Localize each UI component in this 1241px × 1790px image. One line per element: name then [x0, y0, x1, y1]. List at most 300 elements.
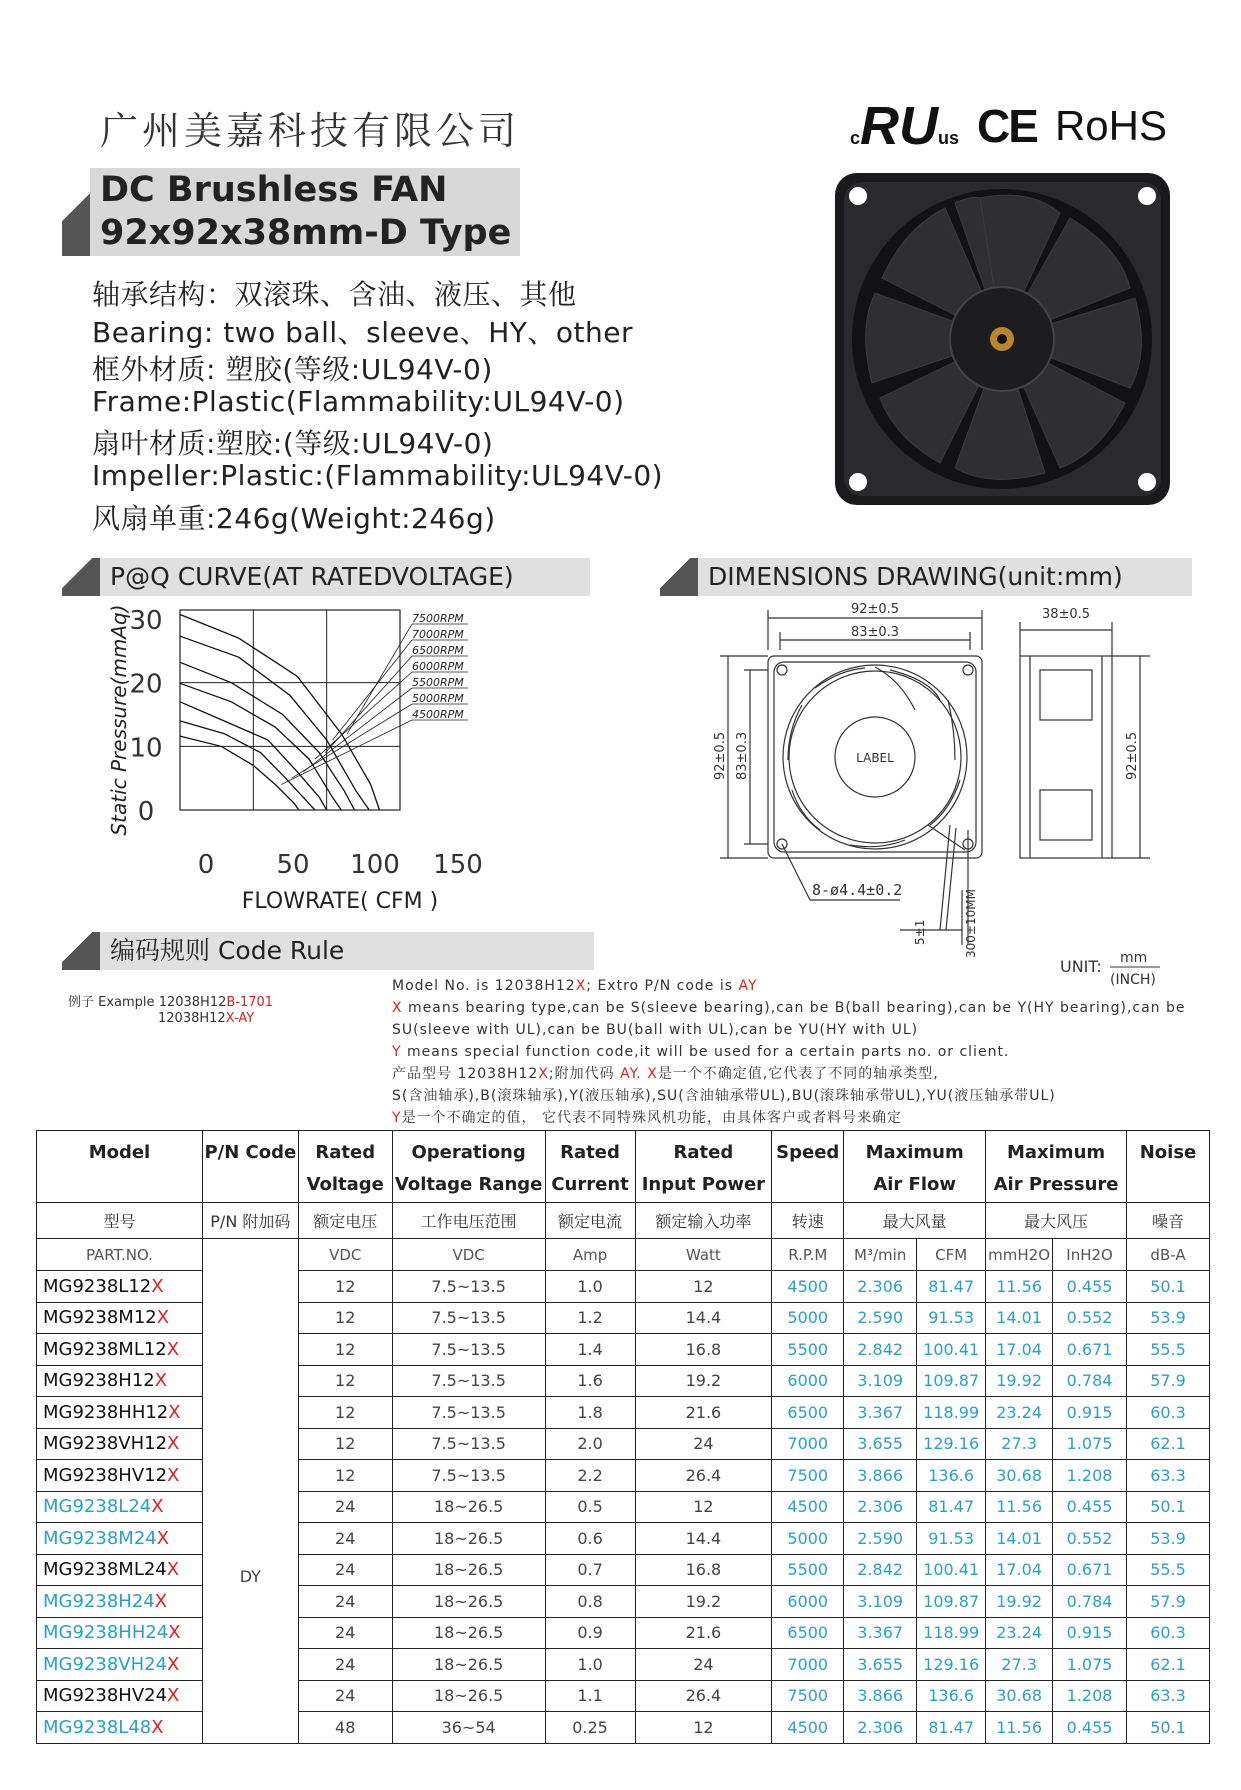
model-name: MG9238VH24 — [43, 1653, 168, 1675]
airflow-m3-cell: 3.655 — [844, 1428, 917, 1460]
range-cell: 36~54 — [392, 1712, 545, 1744]
code-rule-text — [392, 975, 1186, 1129]
pq-curve-header: P@Q CURVE(AT RATEDVOLTAGE) — [62, 558, 590, 596]
airflow-m3-cell: 2.842 — [844, 1334, 917, 1366]
pressure-mm-cell: 14.01 — [986, 1523, 1053, 1555]
current-cell: 0.8 — [545, 1586, 635, 1618]
pressure-in-cell: 0.671 — [1053, 1334, 1127, 1366]
noise-cell: 63.3 — [1127, 1460, 1210, 1492]
pressure-mm-cell: 30.68 — [986, 1460, 1053, 1492]
column-header: Operationg Voltage Range — [392, 1131, 545, 1203]
model-name: MG9238H24 — [43, 1590, 155, 1612]
noise-cell: 57.9 — [1127, 1586, 1210, 1618]
speed-cell: 7500 — [772, 1680, 844, 1712]
column-header-cn: 工作电压范围 — [392, 1203, 545, 1239]
table-units-row — [37, 1239, 1210, 1271]
range-cell: 18~26.5 — [392, 1680, 545, 1712]
current-cell: 1.6 — [545, 1365, 635, 1397]
column-header: Maximum Air Pressure — [986, 1131, 1127, 1203]
voltage-cell: 24 — [298, 1617, 392, 1649]
pressure-in-cell: 0.552 — [1053, 1302, 1127, 1334]
voltage-cell: 48 — [298, 1712, 392, 1744]
power-cell: 24 — [635, 1428, 772, 1460]
pn-code-cell: DY — [202, 1271, 298, 1744]
speed-cell: 4500 — [772, 1712, 844, 1744]
current-cell: 0.9 — [545, 1617, 635, 1649]
pressure-in-cell: 1.075 — [1053, 1649, 1127, 1681]
voltage-cell: 24 — [298, 1491, 392, 1523]
airflow-cfm-cell: 91.53 — [917, 1302, 986, 1334]
noise-cell: 62.1 — [1127, 1428, 1210, 1460]
title-accent — [62, 168, 92, 256]
column-header-cn: 噪音 — [1127, 1203, 1210, 1239]
spec-frame-en: Frame:Plastic(Flammability:UL94V-0) — [92, 385, 625, 418]
airflow-m3-cell: 3.866 — [844, 1680, 917, 1712]
speed-cell: 5500 — [772, 1554, 844, 1586]
speed-cell: 5000 — [772, 1523, 844, 1555]
model-cell — [37, 1491, 203, 1523]
airflow-cfm-cell: 109.87 — [917, 1365, 986, 1397]
speed-cell: 6000 — [772, 1586, 844, 1618]
speed-cell: 6000 — [772, 1365, 844, 1397]
voltage-cell: 12 — [298, 1271, 392, 1303]
dim-holes: 8-ø4.4±0.2 — [812, 881, 903, 899]
legend-leader — [292, 704, 412, 778]
noise-cell: 50.1 — [1127, 1712, 1210, 1744]
airflow-cfm-cell: 129.16 — [917, 1428, 986, 1460]
model-suffix: X — [166, 1338, 180, 1360]
dim-side-height: 92±0.5 — [1125, 731, 1140, 780]
y-tick-label: 10 — [129, 733, 163, 764]
pressure-mm-cell: 11.56 — [986, 1712, 1053, 1744]
model-name: MG9238HH24 — [43, 1622, 169, 1644]
column-header: Speed — [772, 1131, 844, 1203]
pressure-in-cell: 0.671 — [1053, 1554, 1127, 1586]
noise-cell: 55.5 — [1127, 1334, 1210, 1366]
noise-cell: 62.1 — [1127, 1649, 1210, 1681]
column-header-cn: 额定电压 — [298, 1203, 392, 1239]
pressure-in-cell: 0.784 — [1053, 1365, 1127, 1397]
range-cell: 7.5~13.5 — [392, 1460, 545, 1492]
legend-label-5500RPM: 5500RPM — [412, 676, 464, 689]
column-header: Rated Voltage — [298, 1131, 392, 1203]
table-header-row — [37, 1131, 1210, 1203]
unit-cell: VDC — [392, 1239, 545, 1271]
speed-cell: 6500 — [772, 1617, 844, 1649]
model-suffix: X — [167, 1653, 180, 1675]
voltage-cell: 12 — [298, 1334, 392, 1366]
power-cell: 14.4 — [635, 1523, 772, 1555]
pressure-in-cell: 1.075 — [1053, 1428, 1127, 1460]
voltage-cell: 12 — [298, 1460, 392, 1492]
spec-impeller-en: Impeller:Plastic:(Flammability:UL94V-0) — [92, 459, 664, 492]
airflow-m3-cell: 3.655 — [844, 1649, 917, 1681]
power-cell: 26.4 — [635, 1460, 772, 1492]
model-cell — [37, 1428, 203, 1460]
code-rule-line: Y是一个不确定的值， 它代表不同特殊风机功能，由具体客户或者料号来确定 — [392, 1110, 903, 1126]
column-header: Model — [37, 1131, 203, 1203]
current-cell: 0.6 — [545, 1523, 635, 1555]
model-suffix: X — [167, 1685, 180, 1707]
model-cell — [37, 1712, 203, 1744]
pressure-mm-cell: 17.04 — [986, 1334, 1053, 1366]
column-header: Maximum Air Flow — [844, 1131, 986, 1203]
unit-cell: Amp — [545, 1239, 635, 1271]
airflow-cfm-cell: 100.41 — [917, 1554, 986, 1586]
range-cell: 18~26.5 — [392, 1491, 545, 1523]
airflow-m3-cell: 2.306 — [844, 1271, 917, 1303]
product-title: DC Brushless FAN — [100, 170, 448, 210]
pressure-in-cell: 0.915 — [1053, 1617, 1127, 1649]
noise-cell: 50.1 — [1127, 1491, 1210, 1523]
model-suffix: X — [151, 1716, 164, 1738]
y-axis-label: Static Pressure(mmAq) — [107, 604, 131, 836]
range-cell: 18~26.5 — [392, 1617, 545, 1649]
fan-product-image — [830, 168, 1175, 510]
pressure-mm-cell: 17.04 — [986, 1554, 1053, 1586]
unit-cell: M³/min — [844, 1239, 917, 1271]
model-cell — [37, 1649, 203, 1681]
model-cell — [37, 1617, 203, 1649]
column-header-cn: 额定电流 — [545, 1203, 635, 1239]
dim-strip-length: 5±1 — [913, 919, 927, 945]
range-cell: 7.5~13.5 — [392, 1428, 545, 1460]
airflow-cfm-cell: 136.6 — [917, 1460, 986, 1492]
unit-cell: CFM — [917, 1239, 986, 1271]
unit-label: UNIT: — [1060, 957, 1102, 976]
model-suffix: X — [154, 1590, 168, 1612]
code-rule-header: 编码规则 Code Rule — [62, 932, 594, 970]
dim-depth: 38±0.5 — [1041, 607, 1091, 622]
model-cell — [37, 1586, 203, 1618]
pressure-in-cell: 0.784 — [1053, 1586, 1127, 1618]
pressure-in-cell: 0.915 — [1053, 1397, 1127, 1429]
power-cell: 24 — [635, 1649, 772, 1681]
unit-cell: R.P.M — [772, 1239, 844, 1271]
model-suffix: X — [168, 1401, 181, 1423]
model-name: MG9238HH12 — [43, 1401, 169, 1423]
range-cell: 18~26.5 — [392, 1586, 545, 1618]
airflow-cfm-cell: 109.87 — [917, 1586, 986, 1618]
model-suffix: X — [167, 1433, 180, 1455]
pressure-in-cell: 1.208 — [1053, 1460, 1127, 1492]
unit-denominator: (INCH) — [1110, 972, 1156, 988]
current-cell: 2.2 — [545, 1460, 635, 1492]
airflow-m3-cell: 3.367 — [844, 1397, 917, 1429]
voltage-cell: 24 — [298, 1680, 392, 1712]
x-tick-label: 150 — [433, 850, 483, 880]
power-cell: 16.8 — [635, 1554, 772, 1586]
pq-curve-chart — [100, 600, 560, 930]
voltage-cell: 24 — [298, 1586, 392, 1618]
dimensions-header: DIMENSIONS DRAWING(unit:mm) — [660, 558, 1192, 596]
model-name: MG9238L48 — [43, 1716, 152, 1738]
code-rule-line: SU(sleeve with UL),can be BU(ball with UL),can be YU(HY with UL) — [392, 1022, 919, 1038]
model-suffix: X — [166, 1559, 180, 1581]
product-size: 92x92x38mm-D Type — [100, 213, 512, 253]
model-name: MG9238VH12 — [43, 1433, 168, 1455]
pressure-mm-cell: 11.56 — [986, 1271, 1053, 1303]
dim-outer-height: 92±0.5 — [713, 731, 728, 780]
code-rule-line: Y means special function code,it will be used for a certain parts no. or client. — [392, 1044, 1010, 1060]
speed-cell: 5000 — [772, 1302, 844, 1334]
column-header-cn: 最大风量 — [844, 1203, 986, 1239]
series-line-6500RPM — [180, 662, 355, 810]
speed-cell: 4500 — [772, 1271, 844, 1303]
model-cell — [37, 1680, 203, 1712]
pressure-mm-cell: 23.24 — [986, 1617, 1053, 1649]
y-tick-label: 20 — [129, 669, 163, 700]
power-cell: 21.6 — [635, 1397, 772, 1429]
example-line-1: 例子 Example 12038H12B-1701 — [68, 995, 274, 1010]
spec-bearing-cn: 轴承结构：双滚珠、含油、液压、其他 — [92, 278, 577, 311]
code-rule-line: 产品型号 12038H12X;附加代码 AY. X是一个不确定值,它代表了不同的轴承类型, — [392, 1066, 939, 1082]
model-name: MG9238H12 — [43, 1370, 155, 1392]
model-suffix: X — [168, 1622, 181, 1644]
current-cell: 0.5 — [545, 1491, 635, 1523]
noise-cell: 50.1 — [1127, 1271, 1210, 1303]
model-suffix: X — [151, 1275, 164, 1297]
unit-cell: InH2O — [1053, 1239, 1127, 1271]
pressure-in-cell: 0.455 — [1053, 1491, 1127, 1523]
x-tick-label: 0 — [197, 850, 215, 880]
dim-inner-width: 83±0.3 — [850, 625, 900, 640]
ul-logo: cRUus — [850, 96, 960, 156]
chart-labels — [107, 604, 483, 914]
current-cell: 2.0 — [545, 1428, 635, 1460]
legend-label-4500RPM: 4500RPM — [412, 708, 464, 721]
column-header: Rated Input Power — [635, 1131, 772, 1203]
voltage-cell: 12 — [298, 1428, 392, 1460]
pressure-in-cell: 0.455 — [1053, 1712, 1127, 1744]
model-name: MG9238HV12 — [43, 1464, 168, 1486]
noise-cell: 60.3 — [1127, 1397, 1210, 1429]
airflow-m3-cell: 3.109 — [844, 1365, 917, 1397]
power-cell: 12 — [635, 1491, 772, 1523]
column-header-cn: 转速 — [772, 1203, 844, 1239]
pressure-in-cell: 0.552 — [1053, 1523, 1127, 1555]
pressure-mm-cell: 27.3 — [986, 1428, 1053, 1460]
model-name: MG9238HV24 — [43, 1685, 168, 1707]
model-suffix: X — [167, 1464, 180, 1486]
column-header-cn: 最大风压 — [986, 1203, 1127, 1239]
legend-label-7500RPM: 7500RPM — [412, 612, 464, 625]
current-cell: 1.8 — [545, 1397, 635, 1429]
model-cell — [37, 1460, 203, 1492]
speed-cell: 6500 — [772, 1397, 844, 1429]
label-marker: LABEL — [856, 751, 894, 765]
pressure-mm-cell: 27.3 — [986, 1649, 1053, 1681]
unit-cell: Watt — [635, 1239, 772, 1271]
model-cell — [37, 1334, 203, 1366]
chart-series — [180, 615, 380, 811]
legend-label-5000RPM: 5000RPM — [412, 692, 464, 705]
code-rule-line: Model No. is 12038H12X; Extro P/N code is AY — [392, 978, 758, 994]
airflow-m3-cell: 2.306 — [844, 1712, 917, 1744]
range-cell: 7.5~13.5 — [392, 1334, 545, 1366]
noise-cell: 53.9 — [1127, 1302, 1210, 1334]
rohs-logo: RoHS — [1054, 102, 1167, 149]
power-cell: 12 — [635, 1271, 772, 1303]
column-header-cn: P/N 附加码 — [202, 1203, 298, 1239]
range-cell: 7.5~13.5 — [392, 1271, 545, 1303]
power-cell: 26.4 — [635, 1680, 772, 1712]
table-row — [37, 1271, 1210, 1303]
pressure-mm-cell: 30.68 — [986, 1680, 1053, 1712]
code-rule-line: X means bearing type,can be S(sleeve bearing),can be B(ball bearing),can be Y(HY bearing),can be — [392, 1000, 1186, 1016]
ce-logo: CE — [977, 100, 1037, 152]
airflow-m3-cell: 2.590 — [844, 1523, 917, 1555]
pressure-mm-cell: 19.92 — [986, 1365, 1053, 1397]
certification-logos — [850, 95, 1167, 157]
noise-cell: 53.9 — [1127, 1523, 1210, 1555]
legend-label-6000RPM: 6000RPM — [412, 660, 464, 673]
model-suffix: X — [154, 1370, 168, 1392]
range-cell: 18~26.5 — [392, 1554, 545, 1586]
noise-cell: 63.3 — [1127, 1680, 1210, 1712]
speed-cell: 7000 — [772, 1428, 844, 1460]
power-cell: 14.4 — [635, 1302, 772, 1334]
power-cell: 19.2 — [635, 1586, 772, 1618]
current-cell: 1.0 — [545, 1649, 635, 1681]
airflow-m3-cell: 3.109 — [844, 1586, 917, 1618]
spec-frame-cn: 框外材质: 塑胶(等级:UL94V-0) — [92, 353, 493, 386]
speed-cell: 7500 — [772, 1460, 844, 1492]
table-cn-header-row — [37, 1203, 1210, 1239]
unit-cell: mmH2O — [986, 1239, 1053, 1271]
model-name: MG9238M12 — [43, 1307, 157, 1329]
unit-cell: VDC — [298, 1239, 392, 1271]
voltage-cell: 24 — [298, 1649, 392, 1681]
model-cell — [37, 1302, 203, 1334]
column-header-cn: 额定输入功率 — [635, 1203, 772, 1239]
model-suffix: X — [156, 1307, 170, 1329]
current-cell: 1.1 — [545, 1680, 635, 1712]
model-cell — [37, 1554, 203, 1586]
example-line-2: 12038H12X-AY — [158, 1011, 255, 1026]
dim-inner-height: 83±0.3 — [735, 731, 750, 780]
x-axis-label: FLOWRATE( CFM ) — [241, 889, 439, 914]
pressure-mm-cell: 23.24 — [986, 1397, 1053, 1429]
code-rule-line: S(含油轴承),B(滚珠轴承),Y(液压轴承),SU(含油轴承带UL),BU(滚珠轴承带UL),YU(液压轴承带UL) — [392, 1088, 1056, 1104]
power-cell: 12 — [635, 1712, 772, 1744]
dim-outer-width: 92±0.5 — [850, 602, 900, 617]
y-tick-label: 0 — [137, 797, 155, 827]
airflow-cfm-cell: 81.47 — [917, 1712, 986, 1744]
unit-numerator: mm — [1120, 950, 1148, 966]
current-cell: 1.0 — [545, 1271, 635, 1303]
airflow-m3-cell: 2.306 — [844, 1491, 917, 1523]
power-cell: 19.2 — [635, 1365, 772, 1397]
airflow-cfm-cell: 118.99 — [917, 1397, 986, 1429]
spec-table — [36, 1130, 1210, 1744]
model-cell — [37, 1397, 203, 1429]
model-name: MG9238L24 — [43, 1496, 152, 1518]
airflow-m3-cell: 2.842 — [844, 1554, 917, 1586]
model-cell — [37, 1523, 203, 1555]
pressure-in-cell: 0.455 — [1053, 1271, 1127, 1303]
spec-weight: 风扇单重:246g(Weight:246g) — [92, 502, 496, 535]
noise-cell: 57.9 — [1127, 1365, 1210, 1397]
model-cell — [37, 1271, 203, 1303]
range-cell: 18~26.5 — [392, 1649, 545, 1681]
range-cell: 7.5~13.5 — [392, 1302, 545, 1334]
current-cell: 1.4 — [545, 1334, 635, 1366]
legend-leader — [303, 688, 412, 772]
voltage-cell: 24 — [298, 1523, 392, 1555]
voltage-cell: 12 — [298, 1365, 392, 1397]
spec-bearing-en: Bearing: two ball、sleeve、HY、other — [92, 316, 634, 349]
spec-impeller-cn: 扇叶材质:塑胶:(等级:UL94V-0) — [92, 427, 494, 460]
model-name: MG9238ML24 — [43, 1559, 167, 1581]
airflow-cfm-cell: 81.47 — [917, 1271, 986, 1303]
airflow-cfm-cell: 118.99 — [917, 1617, 986, 1649]
airflow-cfm-cell: 81.47 — [917, 1491, 986, 1523]
power-cell: 21.6 — [635, 1617, 772, 1649]
unit-cell: dB-A — [1127, 1239, 1210, 1271]
model-name: MG9238ML12 — [43, 1338, 167, 1360]
power-cell: 16.8 — [635, 1334, 772, 1366]
current-cell: 0.25 — [545, 1712, 635, 1744]
airflow-m3-cell: 3.367 — [844, 1617, 917, 1649]
model-name: MG9238M24 — [43, 1527, 157, 1549]
model-cell — [37, 1365, 203, 1397]
noise-cell: 55.5 — [1127, 1554, 1210, 1586]
current-cell: 1.2 — [545, 1302, 635, 1334]
legend-label-7000RPM: 7000RPM — [412, 628, 464, 641]
range-cell: 7.5~13.5 — [392, 1365, 545, 1397]
pressure-mm-cell: 11.56 — [986, 1491, 1053, 1523]
series-line-5000RPM — [180, 721, 315, 810]
airflow-m3-cell: 2.590 — [844, 1302, 917, 1334]
airflow-cfm-cell: 136.6 — [917, 1680, 986, 1712]
speed-cell: 7000 — [772, 1649, 844, 1681]
voltage-cell: 12 — [298, 1397, 392, 1429]
y-tick-label: 30 — [129, 606, 163, 636]
voltage-cell: 24 — [298, 1554, 392, 1586]
airflow-m3-cell: 3.866 — [844, 1460, 917, 1492]
unit-cell-empty — [202, 1239, 298, 1271]
pressure-mm-cell: 14.01 — [986, 1302, 1053, 1334]
airflow-cfm-cell: 129.16 — [917, 1649, 986, 1681]
voltage-cell: 12 — [298, 1302, 392, 1334]
x-tick-label: 50 — [276, 850, 310, 880]
company-name: 广州美嘉科技有限公司 — [100, 109, 521, 153]
speed-cell: 5500 — [772, 1334, 844, 1366]
column-header: Noise — [1127, 1131, 1210, 1203]
model-suffix: X — [156, 1527, 170, 1549]
noise-cell: 60.3 — [1127, 1617, 1210, 1649]
speed-cell: 4500 — [772, 1491, 844, 1523]
unit-cell: PART.NO. — [37, 1239, 203, 1271]
dim-lead-length: 300±10MM — [964, 889, 978, 958]
column-header: P/N Code — [202, 1131, 298, 1203]
model-name: MG9238L12 — [43, 1275, 152, 1297]
column-header: Rated Current — [545, 1131, 635, 1203]
dimensions-drawing — [700, 600, 1170, 990]
column-header-cn: 型号 — [37, 1203, 203, 1239]
range-cell: 7.5~13.5 — [392, 1397, 545, 1429]
model-suffix: X — [151, 1496, 164, 1518]
range-cell: 18~26.5 — [392, 1523, 545, 1555]
pressure-mm-cell: 19.92 — [986, 1586, 1053, 1618]
airflow-cfm-cell: 91.53 — [917, 1523, 986, 1555]
x-tick-label: 100 — [350, 850, 400, 880]
current-cell: 0.7 — [545, 1554, 635, 1586]
airflow-cfm-cell: 100.41 — [917, 1334, 986, 1366]
pressure-in-cell: 1.208 — [1053, 1680, 1127, 1712]
legend-label-6500RPM: 6500RPM — [412, 644, 464, 657]
